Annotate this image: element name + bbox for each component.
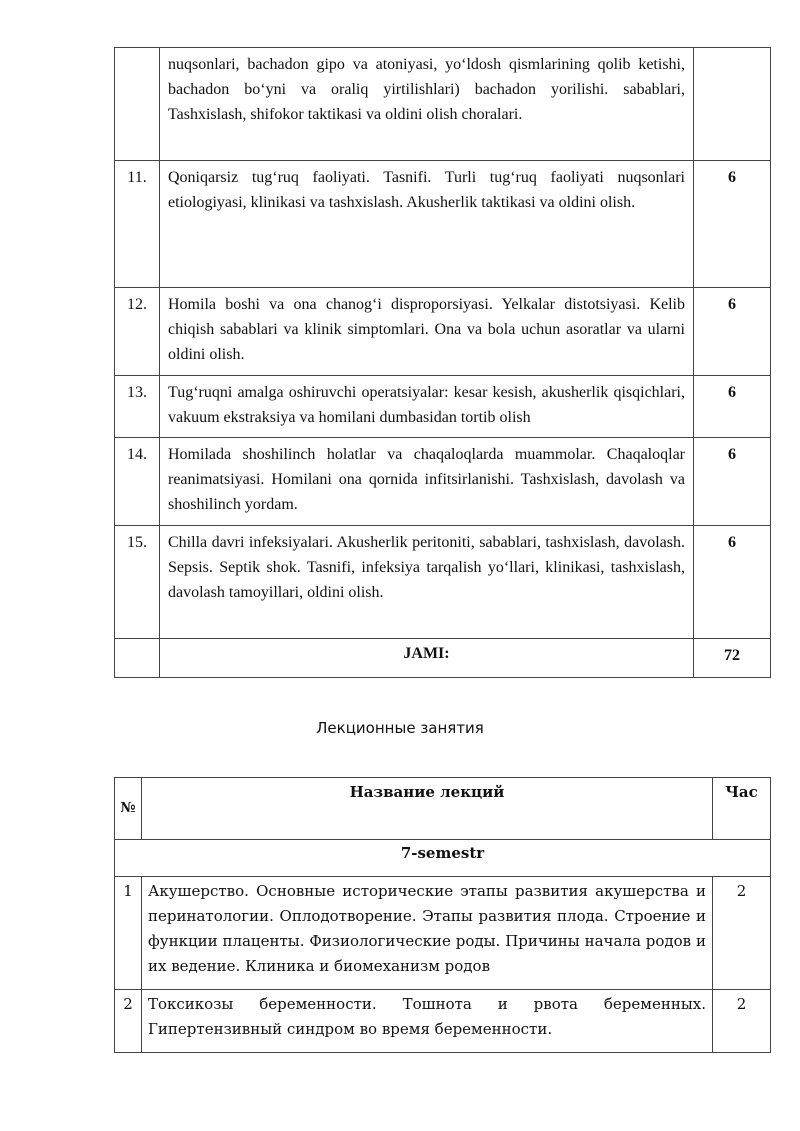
table-row (115, 990, 771, 1053)
row-number: 11. (115, 161, 160, 288)
header-row (115, 778, 771, 840)
table-row (115, 161, 771, 288)
row-number: 13. (115, 376, 160, 438)
table-row (115, 438, 771, 526)
table-row (115, 288, 771, 376)
row-number: 2 (115, 990, 142, 1053)
hours-cell: 6 (694, 438, 771, 526)
row-number: 12. (115, 288, 160, 376)
hours-cell: 6 (694, 288, 771, 376)
row-number (115, 48, 160, 161)
row-number: 1 (115, 877, 142, 990)
topic-text: Homilada shoshilinch holatlar va chaqaloqlarda muammolar. Chaqaloqlar reanimatsiyasi. Homilani ona qornida infitsirlanishi. Tashxislash, davolash va shoshilinch yordam. (160, 438, 694, 526)
section-caption: Лекционные занятия (316, 719, 484, 737)
hours-cell: 2 (713, 990, 771, 1053)
topic-text: nuqsonlari, bachadon gipo va atoniyasi, yo‘ldosh qismlarining qolib ketishi, bachadon bo‘yni va oraliq yirtilishlari) bachadon yorilishi. sabablari, Tashxislash, shifokor taktikasi va oldini olish choralari. (160, 48, 694, 161)
semester-label: 7-semestr (115, 840, 771, 877)
total-row (115, 639, 771, 678)
lectures-table (114, 777, 771, 1053)
hours-cell: 6 (694, 526, 771, 639)
table-row (115, 48, 771, 161)
total-label: JAMI: (160, 639, 694, 678)
hours-cell: 2 (713, 877, 771, 990)
practical-topics-table (114, 47, 771, 678)
row-number: 15. (115, 526, 160, 639)
topic-text: Qoniqarsiz tug‘ruq faoliyati. Tasnifi. Turli tug‘ruq faoliyati nuqsonlari etiologiyasi, klinikasi va tashxislash. Akusherlik taktikasi va oldini olish. (160, 161, 694, 288)
hours-cell: 6 (694, 161, 771, 288)
row-number: 14. (115, 438, 160, 526)
topic-text: Homila boshi va ona chanog‘i disproporsiyasi. Yelkalar distotsiyasi. Kelib chiqish sabablari va klinik simptomlari. Ona va bola uchun asoratlar va ularni oldini olish. (160, 288, 694, 376)
hours-cell: 6 (694, 376, 771, 438)
lecture-text: Токсикозы беременности. Тошнота и рвота беременных. Гипертензивный синдром во время беременности. (142, 990, 713, 1053)
topic-text: Chilla davri infeksiyalari. Akusherlik peritoniti, sabablari, tashxislash, davolash. Sepsis. Septik shok. Tasnifi, infeksiya tarqalish yo‘llari, klinikasi, tashxislash, davolash tamoyillari, oldini olish. (160, 526, 694, 639)
title-header: Название лекций (142, 778, 713, 840)
table-row (115, 526, 771, 639)
semester-row (115, 840, 771, 877)
hours-header: Час (713, 778, 771, 840)
empty-cell (115, 639, 160, 678)
lecture-text: Акушерство. Основные исторические этапы развития акушерства и перинатологии. Оплодотворение. Этапы развития плода. Строение и функции плаценты. Физиологические роды. Причины начала родов и их ведение. Клиника и биомеханизм родов (142, 877, 713, 990)
table-row (115, 877, 771, 990)
total-hours: 72 (694, 639, 771, 678)
hours-cell (694, 48, 771, 161)
topic-text: Tug‘ruqni amalga oshiruvchi operatsiyalar: kesar kesish, akusherlik qisqichlari, vakuum ekstraksiya va homilani dumbasidan tortib olish (160, 376, 694, 438)
number-header: № (115, 778, 142, 840)
table-row (115, 376, 771, 438)
